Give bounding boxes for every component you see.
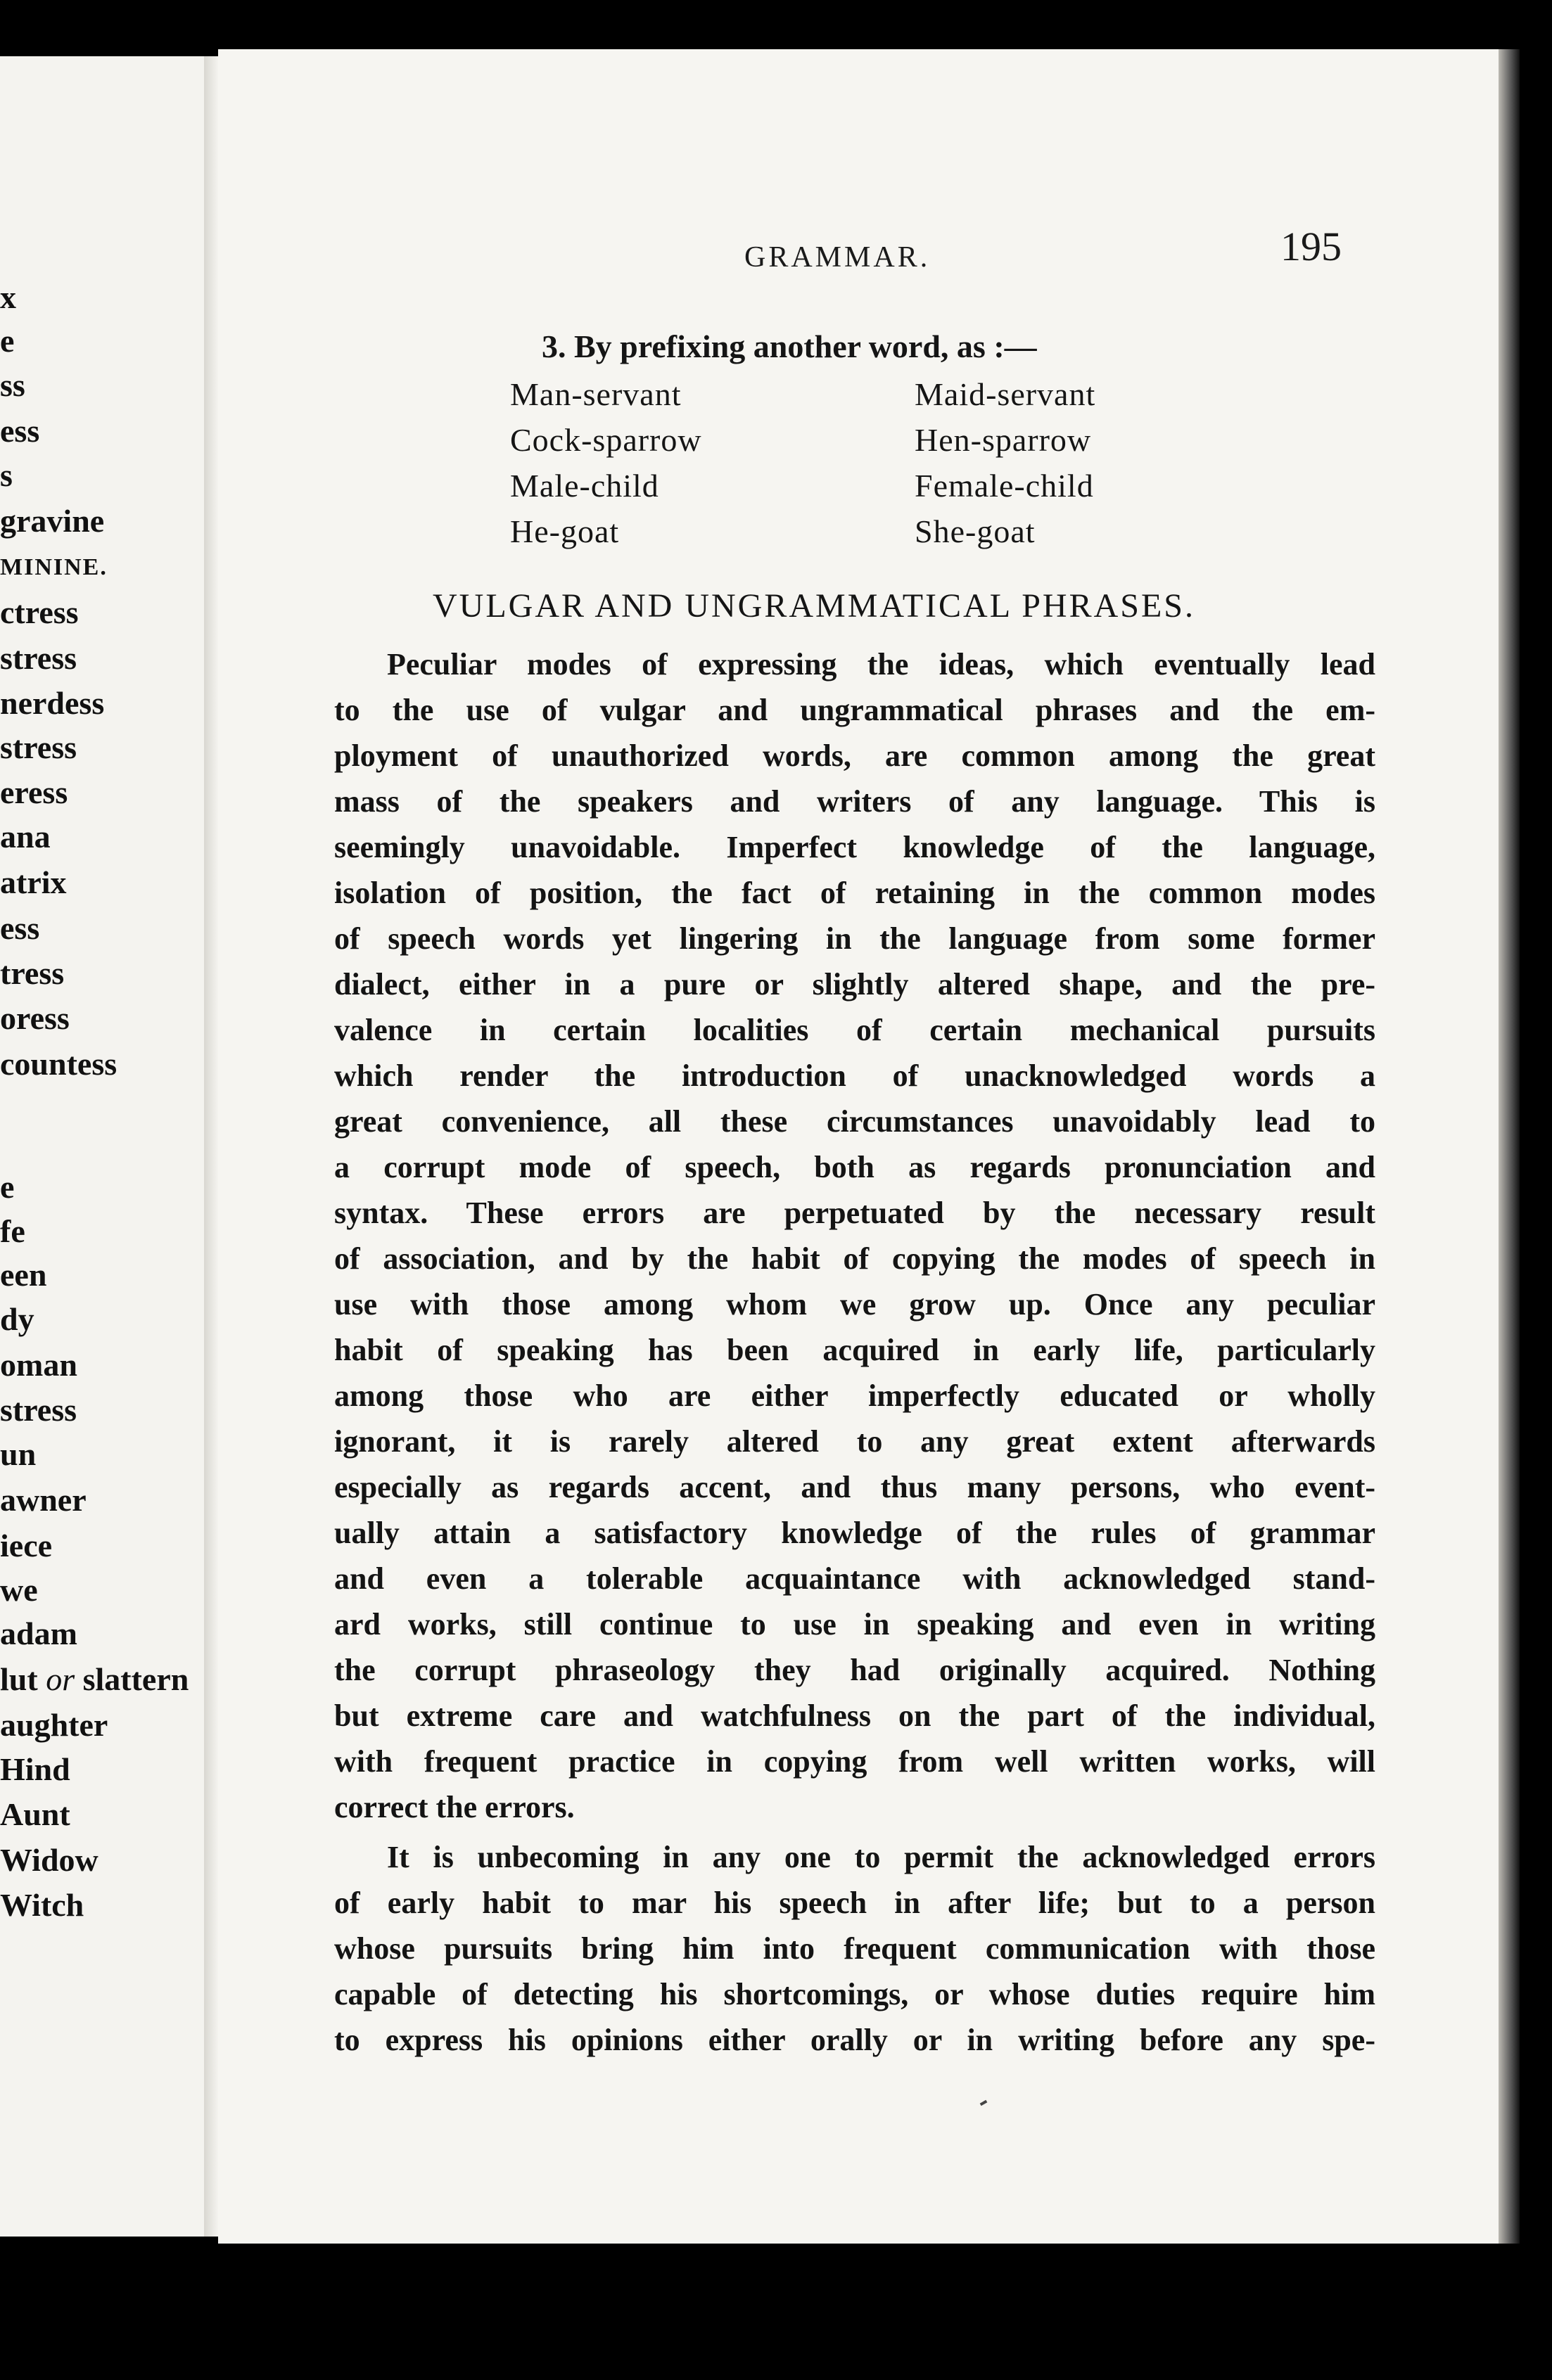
text-line: a corrupt mode of speech, both as regards pronunciation and [334,1150,1375,1184]
previous-page-line: e [0,1169,15,1205]
previous-page-line: gravine [0,503,105,539]
previous-page-line: ss [0,367,25,403]
text-line: the corrupt phraseology they had originally acquired. Nothing [334,1653,1375,1687]
feminine-form: She-goat [915,513,1036,549]
masculine-form: He-goat [510,513,620,549]
text-line: mass of the speakers and writers of any language. This is [334,784,1375,819]
text-line: ually attain a satisfactory knowledge of the rules of grammar [334,1516,1375,1550]
previous-page-line [0,1663,189,1696]
previous-page-line: s [0,457,13,493]
text-line: which render the introduction of unacknowledged words a [334,1058,1375,1093]
previous-page-line: Widow [0,1842,98,1878]
previous-page-line: MININE. [0,554,108,580]
previous-page-line: adam [0,1616,77,1651]
text-line: isolation of position, the fact of retaining in the common modes [334,876,1375,910]
previous-page-line: stress [0,640,77,676]
previous-page-line: tress [0,955,65,991]
previous-page-line: Witch [0,1887,84,1923]
example-row [510,378,1143,424]
paragraph [334,641,1375,1830]
previous-page-word: slattern [82,1661,189,1697]
text-line: syntax. These errors are perpetuated by the necessary result [334,1196,1375,1230]
previous-page-line: stress [0,1392,77,1428]
feminine-form: Female-child [915,468,1094,504]
text-line: habit of speaking has been acquired in early life, particularly [334,1333,1375,1367]
feminine-form: Hen-sparrow [915,422,1092,458]
text-line: ard works, still continue to use in speaking and even in writing [334,1607,1375,1642]
text-line: and even a tolerable acquaintance with acknowledged stand- [334,1561,1375,1596]
previous-page-word: lut [0,1661,38,1697]
gender-examples-table [510,378,1143,561]
text-line: whose pursuits bring him into frequent communication with those [334,1931,1375,1966]
previous-page-line: oman [0,1347,77,1383]
page-edge-shadow [1499,49,1520,2244]
text-line: of speech words yet lingering in the language from some former [334,921,1375,956]
page-number: 195 [1280,224,1342,269]
previous-page-line: ctress [0,594,79,630]
previous-page-line: iece [0,1528,53,1563]
previous-page-line: aughter [0,1707,108,1743]
text-line: seemingly unavoidable. Imperfect knowledge of the language, [334,830,1375,864]
text-line: use with those among whom we grow up. Once any peculiar [334,1287,1375,1322]
text-line: but extreme care and watchfulness on the part of the individual, [334,1698,1375,1733]
text-line: to the use of vulgar and ungrammatical phrases and the em- [334,693,1375,727]
text-line: Peculiar modes of expressing the ideas, which eventually lead [387,647,1375,682]
text-line: to express his opinions either orally or in writing before any spe- [334,2023,1375,2057]
previous-page-word-italic: or [46,1661,75,1697]
text-line: of early habit to mar his speech in after life; but to a person [334,1886,1375,1920]
text-line: capable of detecting his shortcomings, or whose duties require him [334,1977,1375,2011]
previous-page-line: stress [0,729,77,765]
masculine-form: Cock-sparrow [510,422,702,458]
paragraph [334,1834,1375,2063]
feminine-form: Maid-servant [915,376,1096,412]
running-title: GRAMMAR. [744,241,931,274]
previous-page-line: nerdess [0,685,105,721]
previous-page-line: fe [0,1213,25,1249]
text-line: It is unbecoming in any one to permit the acknowledged errors [387,1840,1375,1874]
masculine-form: Male-child [510,468,659,504]
section-heading: VULGAR AND UNGRAMMATICAL PHRASES. [433,587,1195,625]
example-row [510,470,1143,516]
text-line: with frequent practice in copying from well written works, will [334,1744,1375,1779]
previous-page-line: Hind [0,1751,70,1787]
text-line: ployment of unauthorized words, are common among the great [334,738,1375,773]
previous-page-line: dy [0,1301,34,1337]
text-line: dialect, either in a pure or slightly altered shape, and the pre- [334,967,1375,1002]
previous-page-line: atrix [0,864,67,900]
previous-page-line: eress [0,774,68,810]
previous-page-line: ess [0,910,40,946]
text-line: among those who are either imperfectly educated or wholly [334,1378,1375,1413]
text-line: valence in certain localities of certain mechanical pursuits [334,1013,1375,1047]
book-gutter [204,56,218,2237]
text-line: especially as regards accent, and thus many persons, who event- [334,1470,1375,1504]
previous-page-line: awner [0,1482,87,1518]
text-line: correct the errors. [334,1790,575,1824]
previous-page-line: e [0,323,15,359]
masculine-form: Man-servant [510,376,682,412]
example-row [510,424,1143,470]
previous-page-line: countess [0,1046,117,1082]
previous-page-line: ana [0,819,51,855]
example-row [510,513,1143,561]
text-line: ignorant, it is rarely altered to any great extent afterwards [334,1424,1375,1459]
previous-page-line: een [0,1257,47,1293]
text-line: great convenience, all these circumstances unavoidably lead to [334,1104,1375,1139]
previous-page-line: un [0,1436,37,1472]
text-line: of association, and by the habit of copying the modes of speech in [334,1241,1375,1276]
previous-page-line: oress [0,1000,70,1036]
previous-page-line: we [0,1572,38,1608]
rule-intro: 3. By prefixing another word, as :— [542,328,1037,364]
previous-page-line: Aunt [0,1796,70,1832]
body-text [334,641,1375,2063]
previous-page-line: x [0,279,16,315]
previous-page-line: ess [0,413,40,449]
